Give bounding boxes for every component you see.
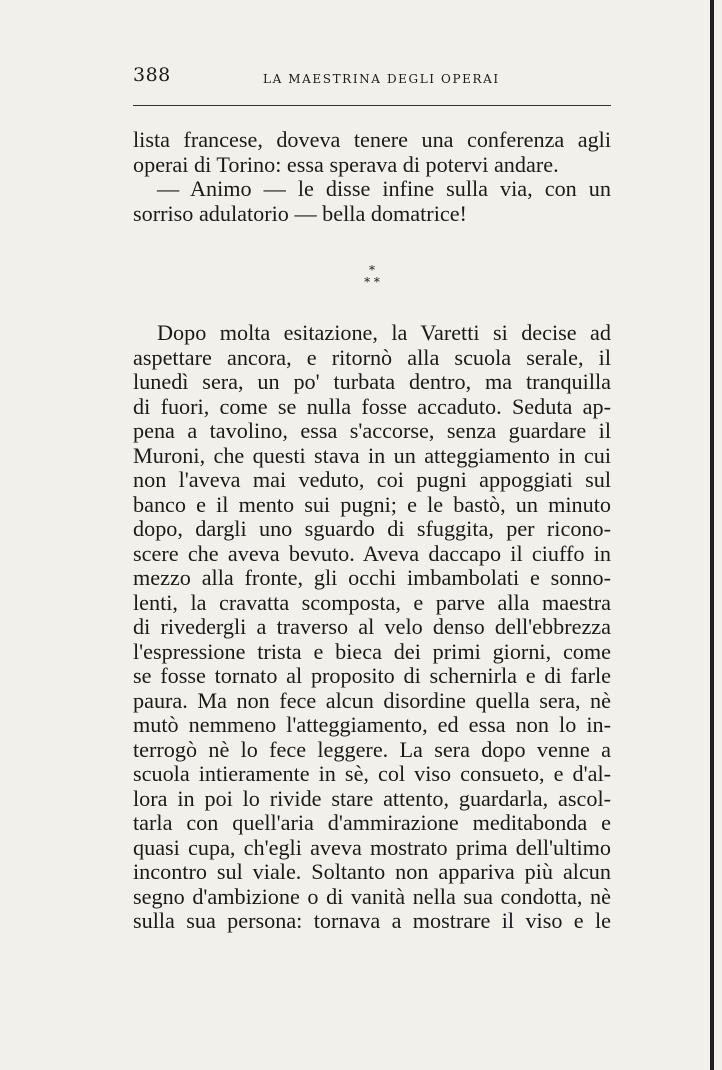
opening-paragraph [133,128,611,226]
text-line: pena a tavolino, essa s'accorse, senza guardare il [133,418,611,443]
text-line: tarla con quell'aria d'ammirazione meditabonda e [133,810,611,835]
asterism-bottom: * * [364,275,380,289]
text-line: operai di Torino: essa sperava di potervi andare. [133,151,559,177]
text-line: lora in poi lo rivide stare attento, guardarla, ascol- [133,785,611,811]
text-line: lunedì sera, un po' turbata dentro, ma tranquilla [133,369,611,394]
text-line: mutò nemmeno l'atteggiamento, ed essa non lo in- [133,712,611,737]
text-line: paura. Ma non fece alcun disordine quella sera, nè [133,687,611,713]
text-line: non l'aveva mai veduto, coi pugni appoggiati sul [133,467,611,492]
running-head: LA MAESTRINA DEGLI OPERAI [263,72,500,86]
text-line: segno d'ambizione o di vanità nella sua condotta, nè [133,883,611,909]
text-line: dopo, dargli uno sguardo di sfuggita, per ricono- [133,516,611,541]
text-line: sorriso adulatorio — bella domatrice! [133,200,467,226]
text-line: l'espressione trista e bieca dei primi giorni, come [133,638,611,664]
text-line: scere che aveva bevuto. Aveva daccapo il ciuffo in [133,540,611,566]
text-line: scuola intieramente in sè, col viso consueto, e d'al- [133,761,611,786]
text-line: — Animo — le disse infine sulla via, con un [157,176,611,201]
text-line: banco e il mento sui pugni; e le bastò, un minuto [133,491,611,517]
text-line: sulla sua persona: tornava a mostrare il viso e le [133,908,611,933]
text-line: aspettare ancora, e ritornò alla scuola serale, il [133,344,611,370]
text-line: incontro sul viale. Soltanto non appariva più alcun [133,859,611,884]
text-line: Dopo molta esitazione, la Varetti si decise ad [157,320,611,345]
text-line: lenti, la cravatta scomposta, e parve alla maestra [133,589,611,615]
text-line: di rivedergli a traverso al velo denso dell'ebbrezza [133,614,611,639]
text-line: Muroni, che questi stava in un atteggiamento in cui [133,442,611,468]
section-break-asterism [355,264,389,290]
text-line: quasi cupa, ch'egli aveva mostrato prima dell'ultimo [133,834,611,860]
text-line: mezzo alla fronte, gli occhi imbambolati e sonno- [133,565,611,590]
asterism-top: * [369,263,375,277]
text-line: di fuori, come se nulla fosse accaduto. Seduta ap- [133,393,611,419]
main-paragraph [133,321,611,934]
page-binding-edge [710,0,714,1070]
text-line: lista francese, doveva tenere una conferenza agli [133,127,611,152]
page-header [133,62,611,92]
text-line: se fosse tornato al proposito di schernirla e di farle [133,663,611,688]
page-number: 388 [133,64,171,86]
text-line: terrogò nè lo fece leggere. La sera dopo venne a [133,736,611,762]
header-rule [133,105,611,106]
